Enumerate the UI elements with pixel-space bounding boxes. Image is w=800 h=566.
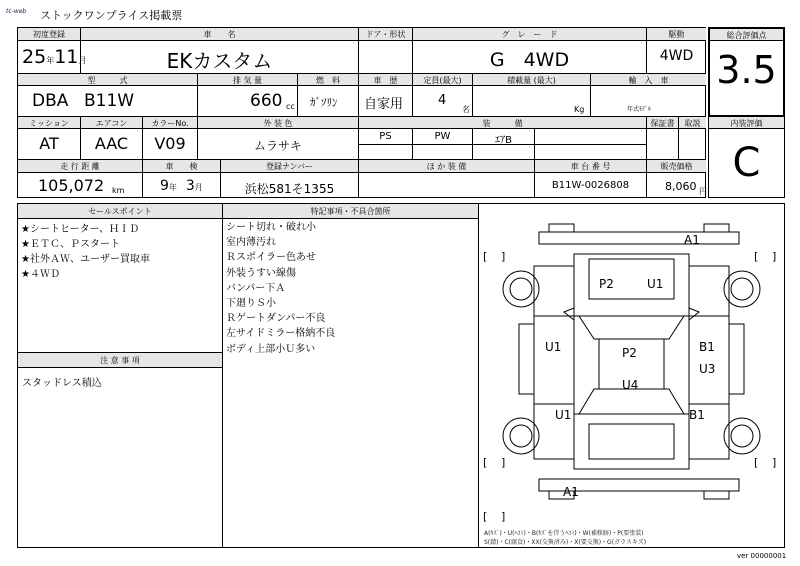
price-label: 販売価格 <box>660 162 693 171</box>
list-item: シート切れ・破れ小 <box>226 222 316 233</box>
car-damage-diagram <box>479 204 784 527</box>
list-item: ★ＥＴＣ、Ｐスタート <box>21 239 120 250</box>
damage-legend: A(ｷｽﾞ)・U(ﾍｺﾐ)・B(ｷｽﾞを伴うﾍｺﾐ)・W(補修跡)・P(要塗装) S(錆)・C(腐食)・XX(交換済み)・X(要交換)・G(ガラスキズ) <box>484 530 647 546</box>
list-item: ★シートヒーター、ＨＩＤ <box>21 224 140 235</box>
sales-points-list <box>21 222 150 282</box>
other-equipment-label: ほ か 装 備 <box>426 162 467 171</box>
svg-text:]: ] <box>501 510 506 523</box>
special-notes-label: 特記事項・不具合箇所 <box>310 207 391 216</box>
warranty-label: 保証書 <box>650 119 675 128</box>
damage-mark: B1 <box>699 340 715 354</box>
svg-text:]: ] <box>772 250 777 263</box>
damage-mark: U3 <box>699 362 716 376</box>
damage-mark: B1 <box>689 408 705 422</box>
displacement-value: 660 <box>250 91 283 111</box>
door-label: ドア・形状 <box>365 30 406 39</box>
damage-mark: U4 <box>622 378 639 392</box>
model-prefix: DBA <box>32 91 69 111</box>
car-name-label: 車 名 <box>203 30 236 39</box>
color-no-value: V09 <box>154 134 186 153</box>
drive-value: 4WD <box>659 48 694 64</box>
equipment-label: 装 備 <box>482 119 523 128</box>
list-item: スタッドレス積込 <box>22 378 102 389</box>
chassis-value: B11W-0026808 <box>551 180 630 191</box>
svg-text:[: [ <box>754 250 759 263</box>
notes-list <box>22 374 102 389</box>
load-unit: Kg <box>574 105 585 114</box>
equipment-item: PS <box>379 131 392 142</box>
list-item: Ｒゲートダンパー不良 <box>226 313 326 325</box>
list-item: ボディ上部小Ｕ多い <box>226 343 316 355</box>
interior-rating-label: 内装評価 <box>730 119 763 128</box>
plate-label: 登録ナンバー <box>265 162 314 171</box>
inspection-label: 車 検 <box>165 162 198 171</box>
fuel-label: 燃 料 <box>316 76 340 85</box>
list-item: 外装うすい線傷 <box>226 267 296 279</box>
page-title: ストックワンプライス掲載票 <box>40 9 183 22</box>
svg-text:[: [ <box>483 510 488 523</box>
import-model-label: 年式ﾓﾃﾞﾙ <box>627 106 652 113</box>
history-label: 車 歴 <box>373 76 398 85</box>
damage-mark: P2 <box>622 346 637 360</box>
list-item: Ｒスポイラー色あせ <box>226 252 316 264</box>
displacement-label: 排 気 量 <box>232 76 263 85</box>
list-item: 下廻りＳ小 <box>226 298 276 310</box>
exterior-label: 外 装 色 <box>263 119 293 128</box>
grade-label: グ レ ー ド <box>501 30 558 39</box>
equipment-item: PW <box>434 131 451 142</box>
model-code: B11W <box>84 91 135 111</box>
special-notes-list <box>226 220 335 357</box>
equipment-item: ｴｱB <box>495 135 512 146</box>
mission-value: AT <box>39 134 59 153</box>
load-label: 積載量 (最大) <box>507 76 556 85</box>
interior-rating-value: C <box>732 140 761 186</box>
price-unit: 円 <box>699 187 707 196</box>
damage-mark: U1 <box>555 408 572 422</box>
drive-label: 駆動 <box>668 30 685 39</box>
chassis-label: 車 台 番 号 <box>570 162 611 171</box>
capacity-unit: 名 <box>462 105 470 114</box>
list-item: 左サイドミラー格納不良 <box>226 328 336 340</box>
sales-points-label: セールスポイント <box>88 207 152 216</box>
overall-rating-label: 総合評価点 <box>726 31 767 40</box>
damage-mark: P2 <box>599 277 614 291</box>
plate-value: 浜松581そ1355 <box>244 182 335 196</box>
first-reg-label: 初度登録 <box>33 30 65 39</box>
damage-mark: A1 <box>563 485 579 499</box>
svg-text:]: ] <box>772 456 777 469</box>
price-value: 8,060 <box>665 180 697 193</box>
list-item: 室内薄汚れ <box>226 237 276 249</box>
mileage-value: 105,072 <box>38 176 105 195</box>
first-reg-value: 25年11月 <box>22 46 87 68</box>
color-no-label: カラーNo. <box>151 119 189 128</box>
mileage-unit: km <box>112 186 125 195</box>
car-name-value: EKカスタム <box>166 49 273 73</box>
notes-label: 注 意 事 項 <box>100 356 140 365</box>
mission-label: ミッション <box>29 119 69 128</box>
logo: tc-web <box>6 8 27 15</box>
inspection-value: 9年 3月 <box>160 178 203 194</box>
import-label: 輸 入 車 <box>628 76 669 85</box>
damage-mark: U1 <box>647 277 664 291</box>
mileage-label: 走 行 距 離 <box>60 162 100 171</box>
svg-text:]: ] <box>501 250 506 263</box>
history-value: 自家用 <box>364 97 404 112</box>
grade-value: G 4WD <box>489 49 570 71</box>
damage-mark: U1 <box>545 340 562 354</box>
exterior-value: ムラサキ <box>253 139 302 153</box>
svg-text:]: ] <box>501 456 506 469</box>
manual-label: 取説 <box>684 119 701 128</box>
aircon-label: エアコン <box>95 119 128 128</box>
list-item: ★社外ＡＷ、ユーザー買取車 <box>21 254 150 265</box>
capacity-value: 4 <box>438 93 447 108</box>
overall-rating-value: 3.5 <box>716 48 777 92</box>
aircon-value: AAC <box>94 134 129 153</box>
list-item: ★４ＷＤ <box>21 269 60 280</box>
version-label: ver 00000001 <box>737 552 787 560</box>
displacement-unit: cc <box>286 102 295 111</box>
list-item: バンパー下Ａ <box>226 282 286 294</box>
damage-mark: A1 <box>684 233 700 247</box>
svg-text:[: [ <box>483 456 488 469</box>
capacity-label: 定員(最大) <box>423 76 462 85</box>
model-label: 型 式 <box>87 76 128 85</box>
svg-text:[: [ <box>483 250 488 263</box>
fuel-value: ｶﾞｿﾘﾝ <box>310 96 338 109</box>
svg-text:[: [ <box>754 456 759 469</box>
